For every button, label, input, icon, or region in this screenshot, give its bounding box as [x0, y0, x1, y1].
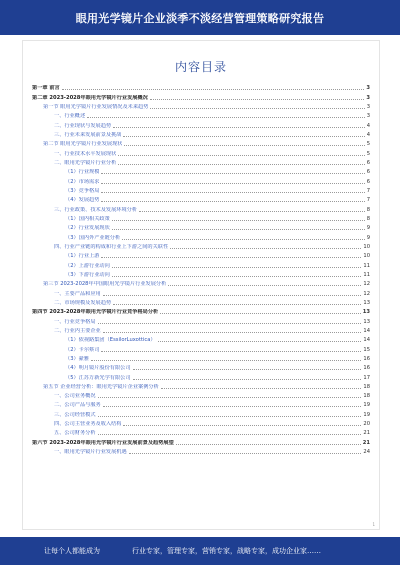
toc-entry-label[interactable]: （1）行业上游 [65, 253, 100, 260]
toc-entry[interactable] [32, 111, 370, 120]
toc-entry-page[interactable]: 5 [366, 141, 370, 148]
toc-entry-label[interactable]: 二、行业内主要企业 [54, 327, 101, 334]
toc-entry-page[interactable]: 6 [366, 159, 370, 166]
toc-entry-page[interactable]: 16 [363, 365, 370, 372]
toc-entry-page[interactable]: 18 [363, 383, 370, 390]
toc-dot-leader [168, 285, 361, 286]
toc-entry[interactable] [32, 270, 370, 279]
toc-entry-label[interactable]: 第一节 眼用光学镜片行业发展情况及未来趋势 [43, 103, 149, 110]
toc-entry-label[interactable]: （1）行业规模 [65, 169, 100, 176]
toc-entry[interactable] [32, 372, 370, 381]
toc-entry[interactable] [32, 242, 370, 251]
toc-entry[interactable] [32, 316, 370, 325]
toc-entry[interactable] [32, 326, 370, 335]
toc-entry-page[interactable]: 8 [366, 215, 370, 222]
toc-dot-leader [98, 416, 362, 417]
toc-dot-leader [118, 164, 364, 165]
toc-entry[interactable] [32, 363, 370, 372]
toc-entry[interactable] [32, 83, 370, 92]
toc-dot-leader [103, 295, 362, 296]
toc-dot-leader [150, 99, 365, 100]
toc-entry-label[interactable]: （2）卡尔蔡司 [65, 346, 100, 353]
toc-dot-leader [101, 351, 361, 352]
toc-entry[interactable] [32, 335, 370, 344]
toc-entry[interactable] [32, 214, 370, 223]
toc-entry-page[interactable]: 21 [363, 430, 370, 437]
toc-dot-leader [101, 257, 361, 258]
toc-entry-label[interactable]: （2）行业发展现状 [65, 225, 110, 232]
toc-entry[interactable] [32, 419, 370, 428]
toc-entry-label[interactable]: （4）明月镜片股份有限公司 [65, 365, 131, 372]
toc-entry-page[interactable]: 3 [366, 113, 370, 120]
toc-entry-page[interactable]: 12 [363, 281, 370, 288]
toc-entry-label[interactable]: 第一章 前言 [32, 85, 60, 92]
toc-entry-label[interactable]: 二、眼用光学镜片行业分析 [54, 159, 117, 166]
toc-dot-leader [113, 127, 365, 128]
toc-dot-leader [101, 183, 364, 184]
toc-dot-leader [124, 145, 364, 146]
toc-entry-label[interactable]: 一、行业技术水平发展现状 [54, 150, 117, 157]
toc-entry-page[interactable]: 11 [363, 271, 370, 278]
toc-entry-page[interactable]: 19 [363, 411, 370, 418]
toc-list [32, 83, 370, 456]
toc-entry[interactable] [32, 232, 370, 241]
toc-dot-leader [123, 136, 364, 137]
toc-entry-label[interactable]: 第六节 2023-2028年眼用光学镜片行业发展前景及趋势展望 [32, 439, 174, 446]
toc-entry-page[interactable]: 14 [363, 327, 370, 334]
toc-dot-leader [98, 323, 362, 324]
toc-entry-label[interactable]: （3）国内外产业链分析 [65, 234, 121, 241]
toc-entry-label[interactable]: 三、公司经营模式 [54, 411, 96, 418]
footer-slogan: 让每个人都能成为 [44, 547, 100, 555]
toc-entry-label[interactable]: （2）上游行业动向 [65, 262, 110, 269]
toc-dot-leader [112, 229, 365, 230]
toc-dot-leader [62, 89, 365, 90]
toc-entry-page[interactable]: 18 [363, 393, 370, 400]
report-header-bar [0, 0, 400, 35]
toc-entry-page[interactable]: 20 [363, 421, 370, 428]
toc-entry-page[interactable]: 24 [363, 449, 370, 456]
toc-entry-label[interactable]: 一、主要产品和应用 [54, 290, 101, 297]
toc-dot-leader [160, 313, 361, 314]
toc-dot-leader [161, 388, 362, 389]
toc-entry-label[interactable]: （1）国内相关政策 [65, 215, 110, 222]
toc-entry-page[interactable]: 21 [362, 439, 370, 446]
toc-entry-page[interactable]: 13 [362, 309, 370, 316]
toc-entry[interactable] [32, 354, 370, 363]
toc-entry[interactable] [32, 447, 370, 456]
toc-entry[interactable] [32, 428, 370, 437]
toc-entry[interactable] [32, 223, 370, 232]
toc-entry-label[interactable]: （2）市场需求 [65, 178, 100, 185]
toc-entry-page[interactable]: 16 [363, 355, 370, 362]
toc-entry-page[interactable]: 6 [366, 178, 370, 185]
toc-dot-leader [133, 369, 362, 370]
toc-entry-label[interactable]: （3）下游行业动向 [65, 271, 110, 278]
toc-dot-leader [122, 239, 365, 240]
toc-entry-page[interactable]: 9 [366, 234, 370, 241]
toc-entry[interactable] [32, 92, 370, 101]
toc-entry-label[interactable]: （4）发展趋势 [65, 197, 100, 204]
toc-entry[interactable] [32, 139, 370, 148]
toc-entry[interactable] [32, 279, 370, 288]
toc-entry-label[interactable]: 一、行业概述 [54, 113, 86, 120]
toc-entry-label[interactable]: 第四节 2023-2028年眼用光学镜片行业竞争格局分析 [32, 309, 159, 316]
toc-dot-leader [150, 108, 364, 109]
toc-dot-leader [139, 211, 365, 212]
toc-dot-leader [101, 192, 364, 193]
toc-entry[interactable] [32, 102, 370, 111]
toc-entry-page[interactable]: 17 [363, 374, 370, 381]
toc-entry[interactable] [32, 130, 370, 139]
toc-dot-leader [91, 360, 361, 361]
toc-dot-leader [87, 117, 365, 118]
toc-entry[interactable] [32, 400, 370, 409]
toc-entry-page[interactable]: 4 [366, 122, 370, 129]
toc-page [22, 40, 380, 530]
toc-entry-page[interactable]: 7 [366, 197, 370, 204]
toc-entry-page[interactable]: 7 [366, 187, 370, 194]
toc-entry-label[interactable]: 一、行业竞争格局 [54, 318, 96, 325]
toc-entry-page[interactable]: 12 [363, 290, 370, 297]
toc-dot-leader [112, 276, 362, 277]
toc-entry-label[interactable]: 第五节 企业经营分析：眼用光学镜片企业案例分析 [43, 383, 159, 390]
toc-entry[interactable] [32, 195, 370, 204]
toc-entry-label[interactable]: （1）依视路集团（EssilorLuxottica） [65, 337, 156, 344]
toc-entry-page[interactable]: 3 [366, 85, 370, 92]
toc-entry-label[interactable]: 第二节 眼用光学镜片行业发展现状 [43, 141, 123, 148]
toc-entry-page[interactable]: 10 [363, 243, 370, 250]
toc-entry[interactable] [32, 120, 370, 129]
toc-entry-label[interactable]: （3）竞争格局 [65, 187, 100, 194]
toc-dot-leader [112, 267, 362, 268]
toc-entry-page[interactable]: 14 [363, 337, 370, 344]
toc-entry-label[interactable]: 四、行业产业链的构成和行业上下游之间的关联性 [54, 243, 169, 250]
toc-entry-label[interactable]: 二、市场规模及发展趋势 [54, 299, 112, 306]
toc-entry-label[interactable]: （3）豪雅 [65, 355, 90, 362]
toc-entry[interactable] [32, 186, 370, 195]
toc-entry-page[interactable]: 5 [366, 150, 370, 157]
toc-entry-label[interactable]: 二、行业现状与发展趋势 [54, 122, 112, 129]
toc-title: 内容目录 [174, 60, 227, 74]
toc-entry[interactable] [32, 298, 370, 307]
toc-entry[interactable] [32, 148, 370, 157]
toc-dot-leader [113, 304, 361, 305]
toc-entry-label[interactable]: （5）江苏万新光学有限公司 [65, 374, 131, 381]
toc-dot-leader [101, 201, 364, 202]
toc-entry[interactable] [32, 391, 370, 400]
toc-entry-page[interactable]: 9 [366, 225, 370, 232]
toc-entry-page[interactable]: 8 [366, 206, 370, 213]
toc-entry-page[interactable]: 13 [363, 299, 370, 306]
toc-entry[interactable] [32, 158, 370, 167]
toc-entry-page[interactable]: 15 [363, 346, 370, 353]
toc-dot-leader [123, 425, 361, 426]
toc-entry[interactable] [32, 176, 370, 185]
footer-bar [0, 537, 400, 565]
toc-dot-leader [103, 406, 362, 407]
toc-entry-label[interactable]: 五、公司财务分析 [54, 430, 96, 437]
toc-entry-label[interactable]: 一、眼用光学镜片行业发展机遇 [54, 449, 127, 456]
toc-entry-page[interactable]: 6 [366, 169, 370, 176]
toc-entry[interactable] [32, 251, 370, 260]
page-number: 1 [372, 522, 375, 527]
toc-entry-page[interactable]: 3 [366, 94, 370, 101]
toc-entry[interactable] [32, 409, 370, 418]
toc-entry[interactable] [32, 167, 370, 176]
toc-entry[interactable] [32, 344, 370, 353]
toc-entry-label[interactable]: 三、行业政策、技术及发展环境分析 [54, 206, 138, 213]
toc-entry[interactable] [32, 288, 370, 297]
toc-entry[interactable] [32, 204, 370, 213]
toc-entry-page[interactable]: 11 [363, 262, 370, 269]
toc-dot-leader [158, 341, 362, 342]
toc-entry-label[interactable]: 二、公司产品与服务 [54, 402, 101, 409]
toc-entry-label[interactable]: 第三节 2023-2028年中国眼用光学镜片行业发展分析 [43, 281, 167, 288]
toc-dot-leader [170, 248, 361, 249]
toc-entry-label[interactable]: 第二章 2023-2028年眼用光学镜片行业发展概况 [32, 94, 148, 101]
toc-dot-leader [101, 173, 364, 174]
toc-entry[interactable] [32, 307, 370, 316]
toc-entry-label[interactable]: 一、公司业务概况 [54, 393, 96, 400]
toc-dot-leader [112, 220, 365, 221]
toc-entry-label[interactable]: 四、公司主营业务及收入结构 [54, 421, 122, 428]
toc-entry[interactable] [32, 260, 370, 269]
toc-entry-page[interactable]: 13 [363, 318, 370, 325]
toc-dot-leader [129, 453, 362, 454]
toc-entry-page[interactable]: 4 [366, 131, 370, 138]
toc-dot-leader [118, 155, 364, 156]
report-title: 眼用光学镜片企业淡季不淡经营管理策略研究报告 [75, 11, 325, 25]
toc-entry-page[interactable]: 19 [363, 402, 370, 409]
toc-entry[interactable] [32, 382, 370, 391]
toc-dot-leader [103, 332, 362, 333]
footer-tagline: 行业专家，管理专家，营销专家，战略专家，成功企业家…… [132, 547, 321, 555]
toc-entry[interactable] [32, 437, 370, 446]
toc-dot-leader [176, 444, 361, 445]
toc-entry-label[interactable]: 三、行业未来发展前景及挑战 [54, 131, 122, 138]
toc-dot-leader [133, 379, 362, 380]
toc-dot-leader [98, 434, 362, 435]
toc-dot-leader [98, 397, 362, 398]
toc-entry-page[interactable]: 3 [366, 103, 370, 110]
toc-entry-page[interactable]: 10 [363, 253, 370, 260]
